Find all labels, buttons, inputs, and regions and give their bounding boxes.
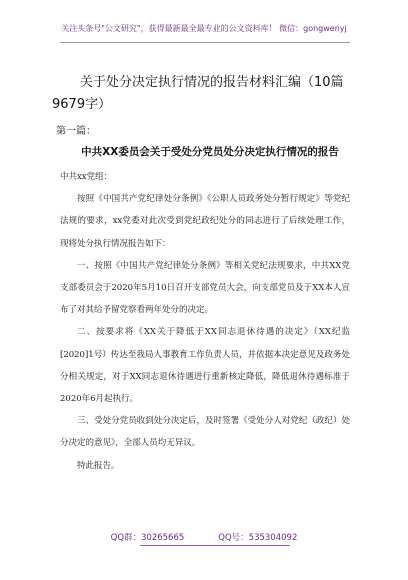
section-label: 第一篇： [56, 126, 96, 137]
body-paragraph: 按照《中国共产党纪律处分条例》《公职人员政务处分暂行规定》等党纪法规的要求，xx党委对此次受到党纪政纪处分的同志进行了后续处理工作，现将处分执行情况报告如下： [60, 194, 350, 249]
body-paragraph: 一、按照《中国共产党纪律处分条例》等相关党纪法规要求，中共XX党支部委员会于2020年5月10日召开支部党员大会，向支部党员及于XX本人宣布了对其给予留党察看两年处分的决定。 [60, 260, 350, 316]
footer-underline [140, 545, 290, 546]
document-title: 关于处分决定执行情况的报告材料汇编（10篇9679字） [52, 75, 344, 112]
body-paragraph: 二、按要求将《XX关于降低于XX同志退休待遇的决定》（XX纪监[2020]1号）传达至我局人事教育工作负责人员，并依据本决定意见及政务处分相关规定，对于XX同志退休待遇进行重新核定降低，降低退休待遇标准于2020年6月起执行。 [60, 327, 350, 405]
salutation: 中共xx党组： [60, 172, 113, 182]
report-title: 中共XX委员会关于受处分党员处分决定执行情况的报告 [81, 146, 339, 158]
footer-qq-group: QQ群：30265665 [110, 533, 185, 543]
header-notice: 关注头条号"公文研究"，获得最新最全最专业的公文资料库！ 微信：gongwenyj [61, 24, 347, 33]
closing-line: 特此报告。 [77, 460, 120, 471]
header-divider [60, 42, 350, 43]
footer-contact [0, 532, 408, 544]
report-body [60, 166, 350, 477]
body-paragraph: 三、受处分党员收到处分决定后，及时签署《受处分人对党纪（政纪）处分决定的意见》，全部人员均无异议。 [60, 416, 350, 449]
footer-qq: QQ号：535304092 [218, 533, 298, 543]
